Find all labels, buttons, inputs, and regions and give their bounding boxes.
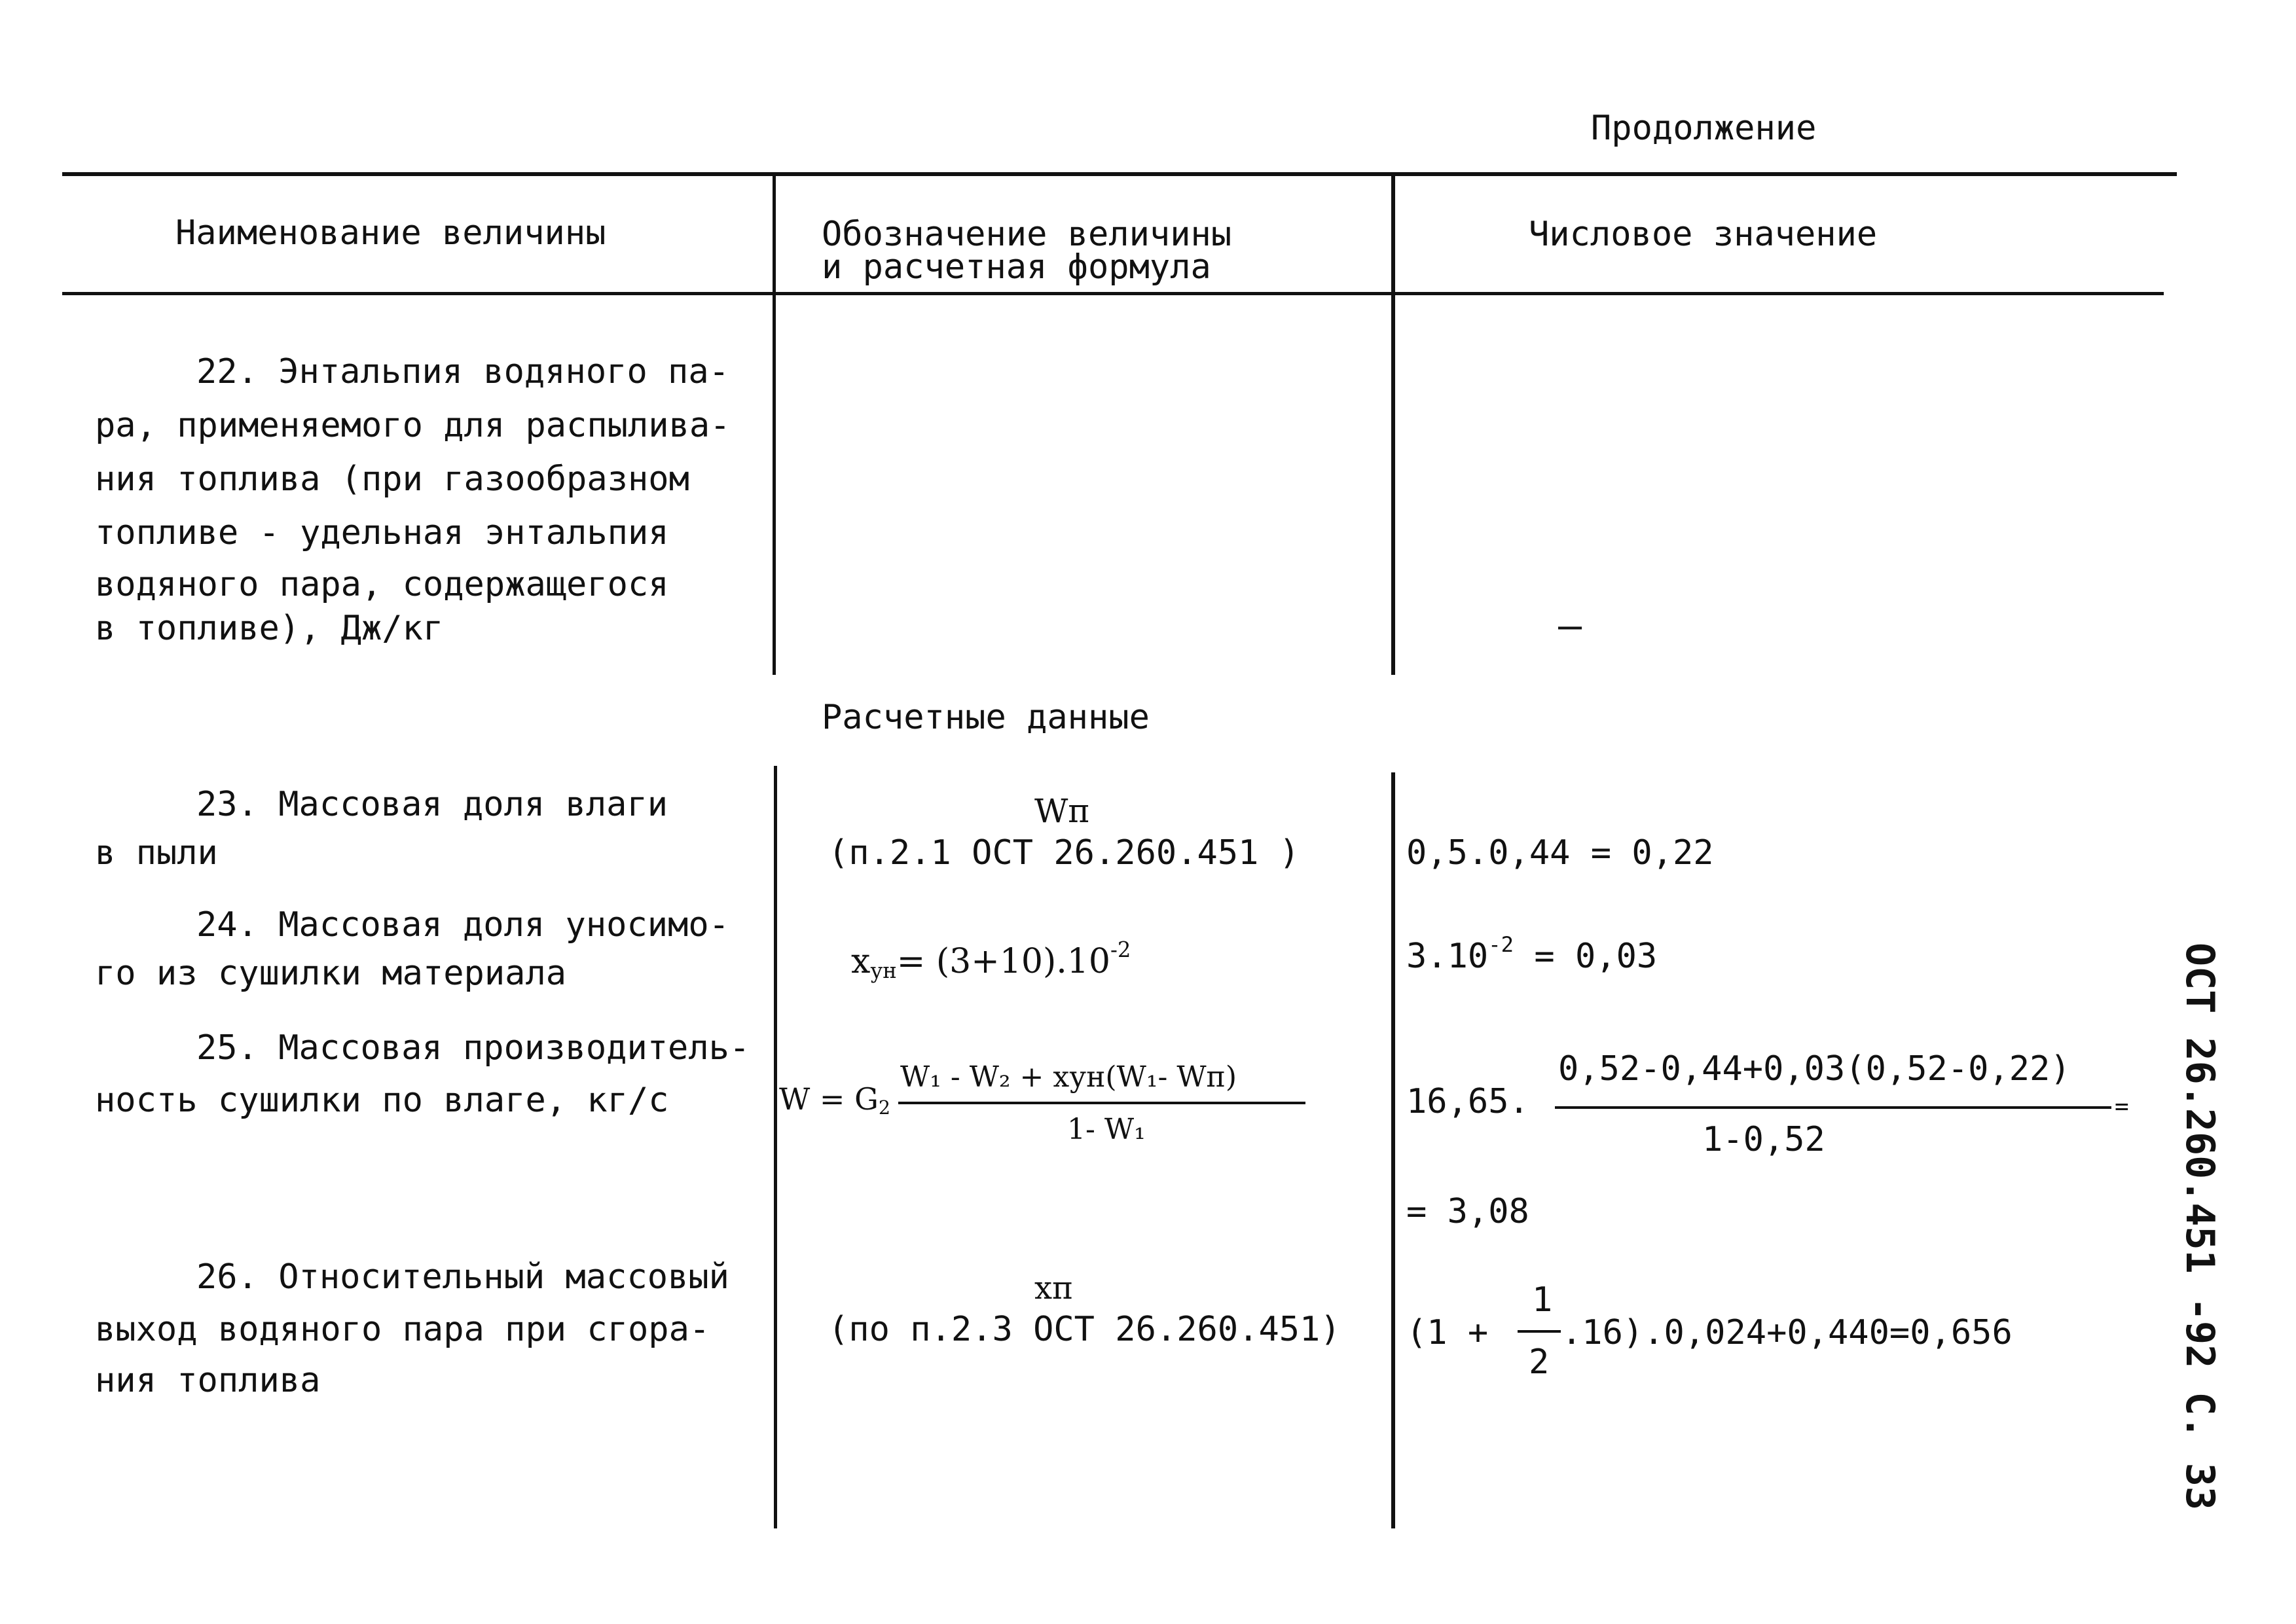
row-26-value-rest: .16).0,024+0,440=0,656: [1561, 1313, 2013, 1352]
row-23-symbol: Wп: [1034, 792, 1090, 830]
row-24-formula-exp: -2: [1110, 937, 1131, 962]
row-25-formula-numerator: W₁ - W₂ + xун(W₁- Wп): [900, 1060, 1237, 1094]
section-label: Расчетные данные: [822, 698, 1150, 737]
column-divider-2-top: [1391, 174, 1395, 675]
continuation-label: Продолжение: [1591, 109, 1817, 148]
row-23-formula: (п.2.1 ОСТ 26.260.451 ): [828, 833, 1300, 873]
row-25-value-bar: [1555, 1106, 2111, 1109]
row-26-value-frac-bar: [1518, 1330, 1561, 1333]
row-22-line: ния топлива (при газообразном: [95, 460, 689, 499]
header-formula-column-line2: и расчетная формула: [822, 247, 1211, 287]
row-22-line: ра, применяемого для распылива-: [95, 406, 731, 445]
side-document-label: ОСТ 26.260.451 -92 С. 33: [2177, 943, 2223, 1510]
row-25-name-line: 25. Массовая производитель-: [196, 1028, 750, 1068]
row-22-line: топливе - удельная энтальпия: [95, 513, 669, 552]
row-25-formula-bar: [898, 1102, 1305, 1104]
row-24-formula-lhs: x: [851, 942, 871, 981]
row-26-name-line: ния топлива: [95, 1361, 321, 1400]
row-26-value-open: (1 +: [1406, 1313, 1489, 1352]
column-divider-1-bottom: [774, 766, 777, 1528]
header-top-rule: [62, 172, 2177, 176]
row-26-value-frac-den: 2: [1529, 1343, 1550, 1382]
row-24-name-line: 24. Массовая доля уносимо-: [196, 905, 729, 945]
header-bottom-rule: [62, 292, 2164, 295]
row-24-formula: [851, 935, 1131, 988]
row-25-formula-denominator: 1- W₁: [1067, 1113, 1146, 1146]
row-25-formula-lhs-sub: 2: [878, 1097, 890, 1119]
row-25-formula-lhs: [779, 1081, 890, 1117]
row-25-value-denominator: 1-0,52: [1702, 1120, 1825, 1159]
row-25-formula-lhs-text: W = G: [779, 1081, 879, 1117]
row-23-name-line: в пыли: [95, 833, 218, 873]
row-26-name-line: 26. Относительный массовый: [196, 1257, 729, 1297]
row-25-value-equals: =: [2115, 1093, 2129, 1120]
row-25-value-numerator: 0,52-0,44+0,03(0,52-0,22): [1558, 1049, 2071, 1089]
row-24-value-rest: = 0,03: [1514, 937, 1658, 976]
row-24-formula-sub: ун: [870, 958, 897, 984]
row-25-value-result: = 3,08: [1406, 1192, 1529, 1231]
row-23-value: 0,5.0,44 = 0,22: [1406, 833, 1714, 873]
row-24-name-line: го из сушилки материала: [95, 954, 567, 993]
row-23-name-line: 23. Массовая доля влаги: [196, 785, 668, 824]
row-22-line: 22. Энтальпия водяного па-: [196, 352, 729, 391]
row-22-line: водяного пара, содержащегося: [95, 565, 669, 604]
row-26-formula: (по п.2.3 ОСТ 26.260.451): [828, 1310, 1341, 1349]
header-name-column: Наименование величины: [175, 213, 606, 253]
row-24-value-base: 3.10: [1406, 937, 1489, 976]
column-divider-2-bottom: [1391, 772, 1395, 1528]
row-26-name-line: выход водяного пара при сгора-: [95, 1310, 710, 1349]
header-formula-column-line1: Обозначение величины: [822, 215, 1232, 254]
row-25-value-prefix: 16,65.: [1406, 1082, 1529, 1121]
column-divider-1-top: [773, 174, 776, 675]
row-26-symbol: xп: [1034, 1270, 1074, 1307]
row-26-value-frac-num: 1: [1532, 1280, 1553, 1320]
row-24-formula-rhs: = (3+10).10: [896, 942, 1110, 981]
row-25-name-line: ность сушилки по влаге, кг/с: [95, 1081, 669, 1120]
header-value-column: Числовое значение: [1529, 215, 1878, 254]
row-22-value: —: [1558, 603, 1582, 649]
row-24-value: [1406, 929, 1657, 983]
row-24-value-exp: -2: [1488, 931, 1514, 957]
row-22-line: в топливе), Дж/кг: [95, 609, 444, 648]
